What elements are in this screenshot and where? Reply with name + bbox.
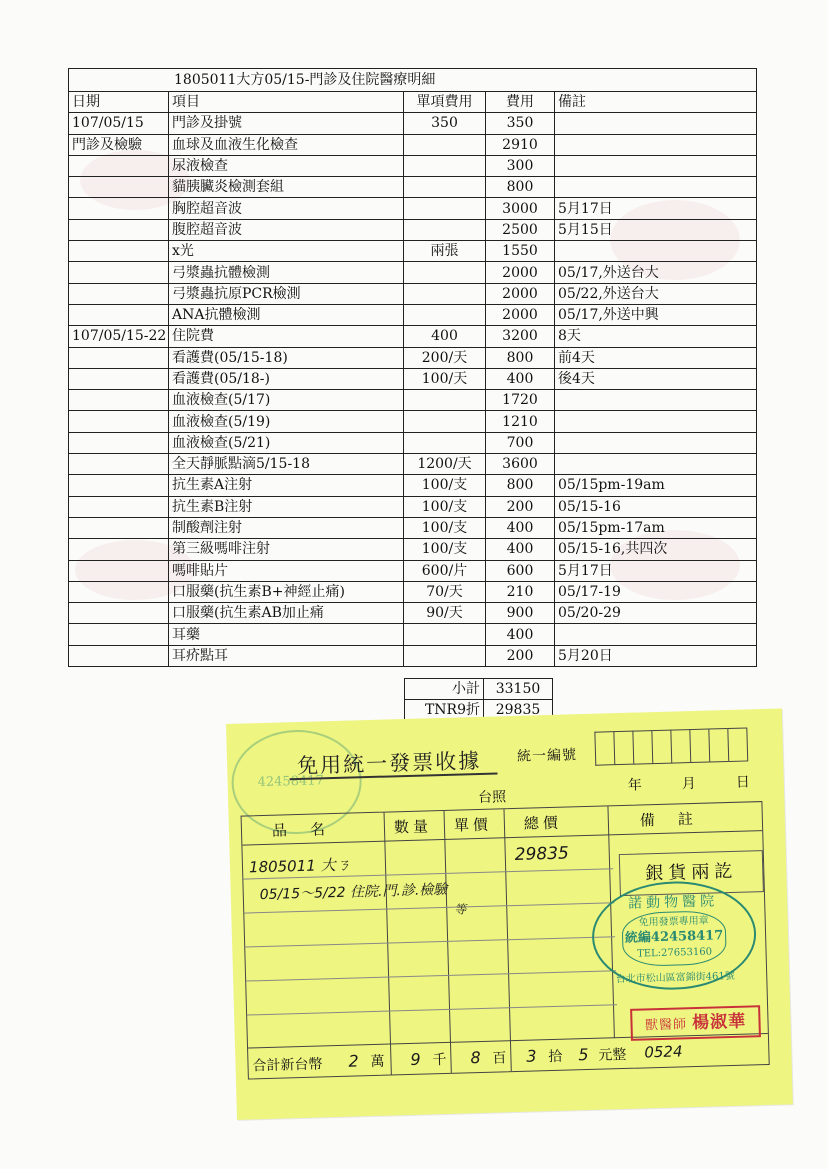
row-line — [244, 902, 614, 913]
date-day-label: 日 — [735, 774, 751, 791]
statement-row — [69, 283, 757, 304]
row-date: 107/05/15 — [69, 113, 169, 134]
row-unit-price — [404, 645, 486, 666]
row-unit-price — [404, 177, 486, 198]
row-date — [69, 411, 169, 432]
row-item: 住院費 — [169, 326, 404, 347]
stamp-inner — [621, 910, 726, 967]
row-date — [69, 304, 169, 325]
row-date — [69, 624, 169, 645]
row-note — [555, 134, 757, 155]
row-item: 抗生素A注射 — [169, 475, 404, 496]
row-date — [69, 198, 169, 219]
statement-row — [69, 432, 757, 453]
header-item: 項目 — [169, 92, 404, 113]
row-amount: 2000 — [486, 262, 555, 283]
row-note — [555, 454, 757, 475]
row-note: 05/17-19 — [555, 581, 757, 602]
row-unit-price: 600/片 — [404, 560, 486, 581]
subtotal-row — [405, 679, 553, 700]
row-note — [555, 155, 757, 176]
row-unit-price: 1200/天 — [404, 454, 486, 475]
row-unit-price: 100/支 — [404, 475, 486, 496]
row-note: 後4天 — [555, 368, 757, 389]
row-note: 05/15-16 — [555, 496, 757, 517]
row-item: 全天靜脈點滴5/15-18 — [169, 454, 404, 475]
row-unit-price: 350 — [404, 113, 486, 134]
statement-row — [69, 645, 757, 666]
total-digit: 8 — [470, 1048, 481, 1068]
silver-goods-note: 銀貨兩訖 — [619, 850, 764, 896]
col-qty: 數量 — [393, 817, 433, 837]
row-amount: 350 — [486, 113, 555, 134]
statement-row — [69, 454, 757, 475]
date-month-label: 月 — [681, 775, 697, 793]
statement-row — [69, 411, 757, 432]
row-item: 血球及血液生化檢查 — [169, 134, 404, 155]
date-labels — [628, 771, 751, 794]
row-item: 耳疥點耳 — [169, 645, 404, 666]
statement-row — [69, 134, 757, 155]
row-amount: 800 — [486, 177, 555, 198]
row-date — [69, 262, 169, 283]
row-amount: 400 — [486, 624, 555, 645]
row-item: 腹腔超音波 — [169, 219, 404, 240]
total-row — [248, 1033, 769, 1079]
row-date — [69, 390, 169, 411]
row-amount: 300 — [486, 155, 555, 176]
row-unit-price — [404, 219, 486, 240]
row-item: 貓胰臟炎檢測套組 — [169, 177, 404, 198]
col-note: 備 註 — [639, 809, 698, 830]
stamp-address: 台北市松山區富錦街461號 — [615, 970, 735, 986]
row-amount: 800 — [486, 347, 555, 368]
row-note: 05/15pm-17am — [555, 517, 757, 538]
row-amount: 2500 — [486, 219, 555, 240]
statement-row — [69, 624, 757, 645]
row-note: 05/15-16,共四次 — [555, 539, 757, 560]
statement-row — [69, 241, 757, 262]
total-unit: 百 — [492, 1050, 507, 1067]
row-note: 5月20日 — [555, 645, 757, 666]
row-note — [555, 390, 757, 411]
row-unit-price — [404, 390, 486, 411]
total-digit: 3 — [526, 1046, 537, 1066]
row-date — [69, 283, 169, 304]
row-unit-price: 100/支 — [404, 517, 486, 538]
row-note: 5月17日 — [555, 560, 757, 581]
row-line — [246, 970, 616, 981]
row-unit-price — [404, 624, 486, 645]
row-item: x光 — [169, 241, 404, 262]
row-item: 門診及掛號 — [169, 113, 404, 134]
row-date — [69, 496, 169, 517]
row-amount: 210 — [486, 581, 555, 602]
row-line — [245, 936, 615, 947]
row-note: 05/22,外送台大 — [555, 283, 757, 304]
handwritten-total: 29835 — [514, 843, 570, 865]
row-amount: 1720 — [486, 390, 555, 411]
row-amount: 200 — [486, 496, 555, 517]
header-date: 日期 — [69, 92, 169, 113]
row-note: 8天 — [555, 326, 757, 347]
faded-stamp-text: 42458417 — [257, 773, 325, 791]
statement-row — [69, 603, 757, 624]
handwritten-item-line2: 05/15～5/22 住院.門.診.檢驗 — [259, 881, 448, 904]
subtotal-value: 33150 — [484, 679, 553, 700]
row-note — [555, 241, 757, 262]
row-date — [69, 645, 169, 666]
col-unit-price: 單價 — [453, 815, 493, 835]
statement-row — [69, 155, 757, 176]
statement-row — [69, 368, 757, 389]
row-amount: 200 — [486, 645, 555, 666]
row-amount: 900 — [486, 603, 555, 624]
row-date — [69, 517, 169, 538]
row-unit-price: 100/支 — [404, 539, 486, 560]
row-item: 抗生素B注射 — [169, 496, 404, 517]
statement-row — [69, 177, 757, 198]
medical-statement-table — [68, 68, 757, 667]
row-unit-price — [404, 262, 486, 283]
row-note: 05/15pm-19am — [555, 475, 757, 496]
row-item: 看護費(05/18-) — [169, 368, 404, 389]
row-item: 弓漿蟲抗原PCR檢測 — [169, 283, 404, 304]
row-amount: 2000 — [486, 283, 555, 304]
statement-row — [69, 517, 757, 538]
statement-row — [69, 390, 757, 411]
row-amount: 700 — [486, 432, 555, 453]
row-line — [247, 1004, 617, 1015]
row-item: 尿液檢查 — [169, 155, 404, 176]
row-note — [555, 411, 757, 432]
handwritten-item-line1: 1805011 大ㄋ — [248, 855, 351, 877]
row-item: 血液檢查(5/19) — [169, 411, 404, 432]
row-unit-price — [404, 283, 486, 304]
col-total: 總價 — [523, 813, 563, 833]
row-item: 耳藥 — [169, 624, 404, 645]
total-digit: 2 — [348, 1051, 359, 1071]
subtotal-label: 小計 — [405, 679, 484, 700]
row-item: 第三級嗎啡注射 — [169, 539, 404, 560]
total-unit: 千 — [432, 1051, 447, 1069]
statement-row — [69, 326, 757, 347]
row-date — [69, 347, 169, 368]
total-label: 合計新台幣 — [252, 1056, 323, 1075]
row-date — [69, 241, 169, 262]
total-amount-words — [348, 1042, 683, 1071]
row-item: 制酸劑注射 — [169, 517, 404, 538]
statement-row — [69, 475, 757, 496]
row-amount: 1210 — [486, 411, 555, 432]
row-amount: 2910 — [486, 134, 555, 155]
row-amount: 1550 — [486, 241, 555, 262]
row-note — [555, 177, 757, 198]
row-date — [69, 368, 169, 389]
receipt-title: 免用統一發票收據 — [296, 748, 482, 779]
row-date — [69, 475, 169, 496]
row-unit-price: 200/天 — [404, 347, 486, 368]
row-date — [69, 432, 169, 453]
row-unit-price — [404, 198, 486, 219]
statement-row — [69, 304, 757, 325]
statement-row — [69, 496, 757, 517]
handwritten-date: 0524 — [644, 1042, 683, 1062]
row-date: 門診及檢驗 — [69, 134, 169, 155]
row-unit-price: 兩張 — [404, 241, 486, 262]
row-unit-price — [404, 134, 486, 155]
row-note — [555, 624, 757, 645]
total-unit: 元整 — [598, 1046, 627, 1064]
row-note: 5月17日 — [555, 198, 757, 219]
vet-seal — [630, 1005, 761, 1041]
row-amount: 3000 — [486, 198, 555, 219]
row-note: 05/17,外送中興 — [555, 304, 757, 325]
row-note — [555, 113, 757, 134]
col-item: 品 名 — [271, 820, 330, 840]
row-note: 5月15日 — [555, 219, 757, 240]
row-date — [69, 454, 169, 475]
header-note: 備註 — [555, 92, 757, 113]
receipt — [226, 708, 793, 1119]
row-unit-price — [404, 411, 486, 432]
row-unit-price: 100/天 — [404, 368, 486, 389]
row-item: 血液檢查(5/21) — [169, 432, 404, 453]
row-date — [69, 581, 169, 602]
stamp-tel: TEL:27653160 — [636, 946, 713, 960]
hospital-stamp — [591, 879, 758, 992]
vet-seal-name: 楊淑華 — [691, 1011, 747, 1034]
statement-row — [69, 560, 757, 581]
stamp-purpose: 免用發票專用章 — [638, 915, 709, 929]
row-unit-price — [404, 155, 486, 176]
row-date — [69, 539, 169, 560]
row-note: 前4天 — [555, 347, 757, 368]
row-amount: 400 — [486, 368, 555, 389]
stamp-tax-id: 統編42458417 — [624, 928, 724, 946]
statement-row — [69, 198, 757, 219]
row-unit-price: 90/天 — [404, 603, 486, 624]
row-date — [69, 219, 169, 240]
row-unit-price — [404, 432, 486, 453]
total-digit: 9 — [410, 1049, 421, 1069]
row-date — [69, 560, 169, 581]
row-amount: 800 — [486, 475, 555, 496]
row-date — [69, 603, 169, 624]
row-amount: 600 — [486, 560, 555, 581]
row-item: 弓漿蟲抗體檢測 — [169, 262, 404, 283]
tax-id-label: 統一編號 — [516, 747, 578, 765]
row-amount: 2000 — [486, 304, 555, 325]
header-amount: 費用 — [486, 92, 555, 113]
statement-row — [69, 262, 757, 283]
row-amount: 3600 — [486, 454, 555, 475]
row-date — [69, 177, 169, 198]
row-date — [69, 155, 169, 176]
row-unit-price: 400 — [404, 326, 486, 347]
handwritten-item-line3: 等 — [454, 902, 467, 917]
stamp-hospital-name: 諾動物醫院 — [627, 893, 719, 912]
vet-seal-title: 獸醫師 — [644, 1017, 688, 1034]
statement-row — [69, 219, 757, 240]
header-row — [69, 92, 757, 113]
discount-value: 29835 — [484, 700, 553, 721]
statement-row — [69, 539, 757, 560]
statement-row — [69, 581, 757, 602]
row-amount: 400 — [486, 539, 555, 560]
header-unit-price: 單項費用 — [404, 92, 486, 113]
addressee-label: 台照 — [477, 789, 507, 806]
row-item: 血液檢查(5/17) — [169, 390, 404, 411]
statement-row — [69, 113, 757, 134]
row-note: 05/17,外送台大 — [555, 262, 757, 283]
row-date: 107/05/15-22 — [69, 326, 169, 347]
row-unit-price: 70/天 — [404, 581, 486, 602]
row-item: ANA抗體檢測 — [169, 304, 404, 325]
discount-label: TNR9折 — [405, 700, 484, 721]
row-note — [555, 432, 757, 453]
total-unit: 拾 — [548, 1048, 563, 1066]
row-amount: 3200 — [486, 326, 555, 347]
total-digit: 5 — [578, 1045, 589, 1065]
row-amount: 400 — [486, 517, 555, 538]
row-item: 口服藥(抗生素AB加止痛 — [169, 603, 404, 624]
row-item: 胸腔超音波 — [169, 198, 404, 219]
total-unit: 萬 — [370, 1053, 385, 1071]
row-item: 口服藥(抗生素B+神經止痛) — [169, 581, 404, 602]
row-item: 看護費(05/15-18) — [169, 347, 404, 368]
statement-row — [69, 347, 757, 368]
date-year-label: 年 — [627, 777, 643, 794]
row-unit-price: 100/支 — [404, 496, 486, 517]
row-item: 嗎啡貼片 — [169, 560, 404, 581]
tax-id-boxes — [594, 727, 748, 765]
row-unit-price — [404, 304, 486, 325]
row-note: 05/20-29 — [555, 603, 757, 624]
statement-title: 1805011大方05/15-門診及住院醫療明細 — [69, 69, 757, 92]
